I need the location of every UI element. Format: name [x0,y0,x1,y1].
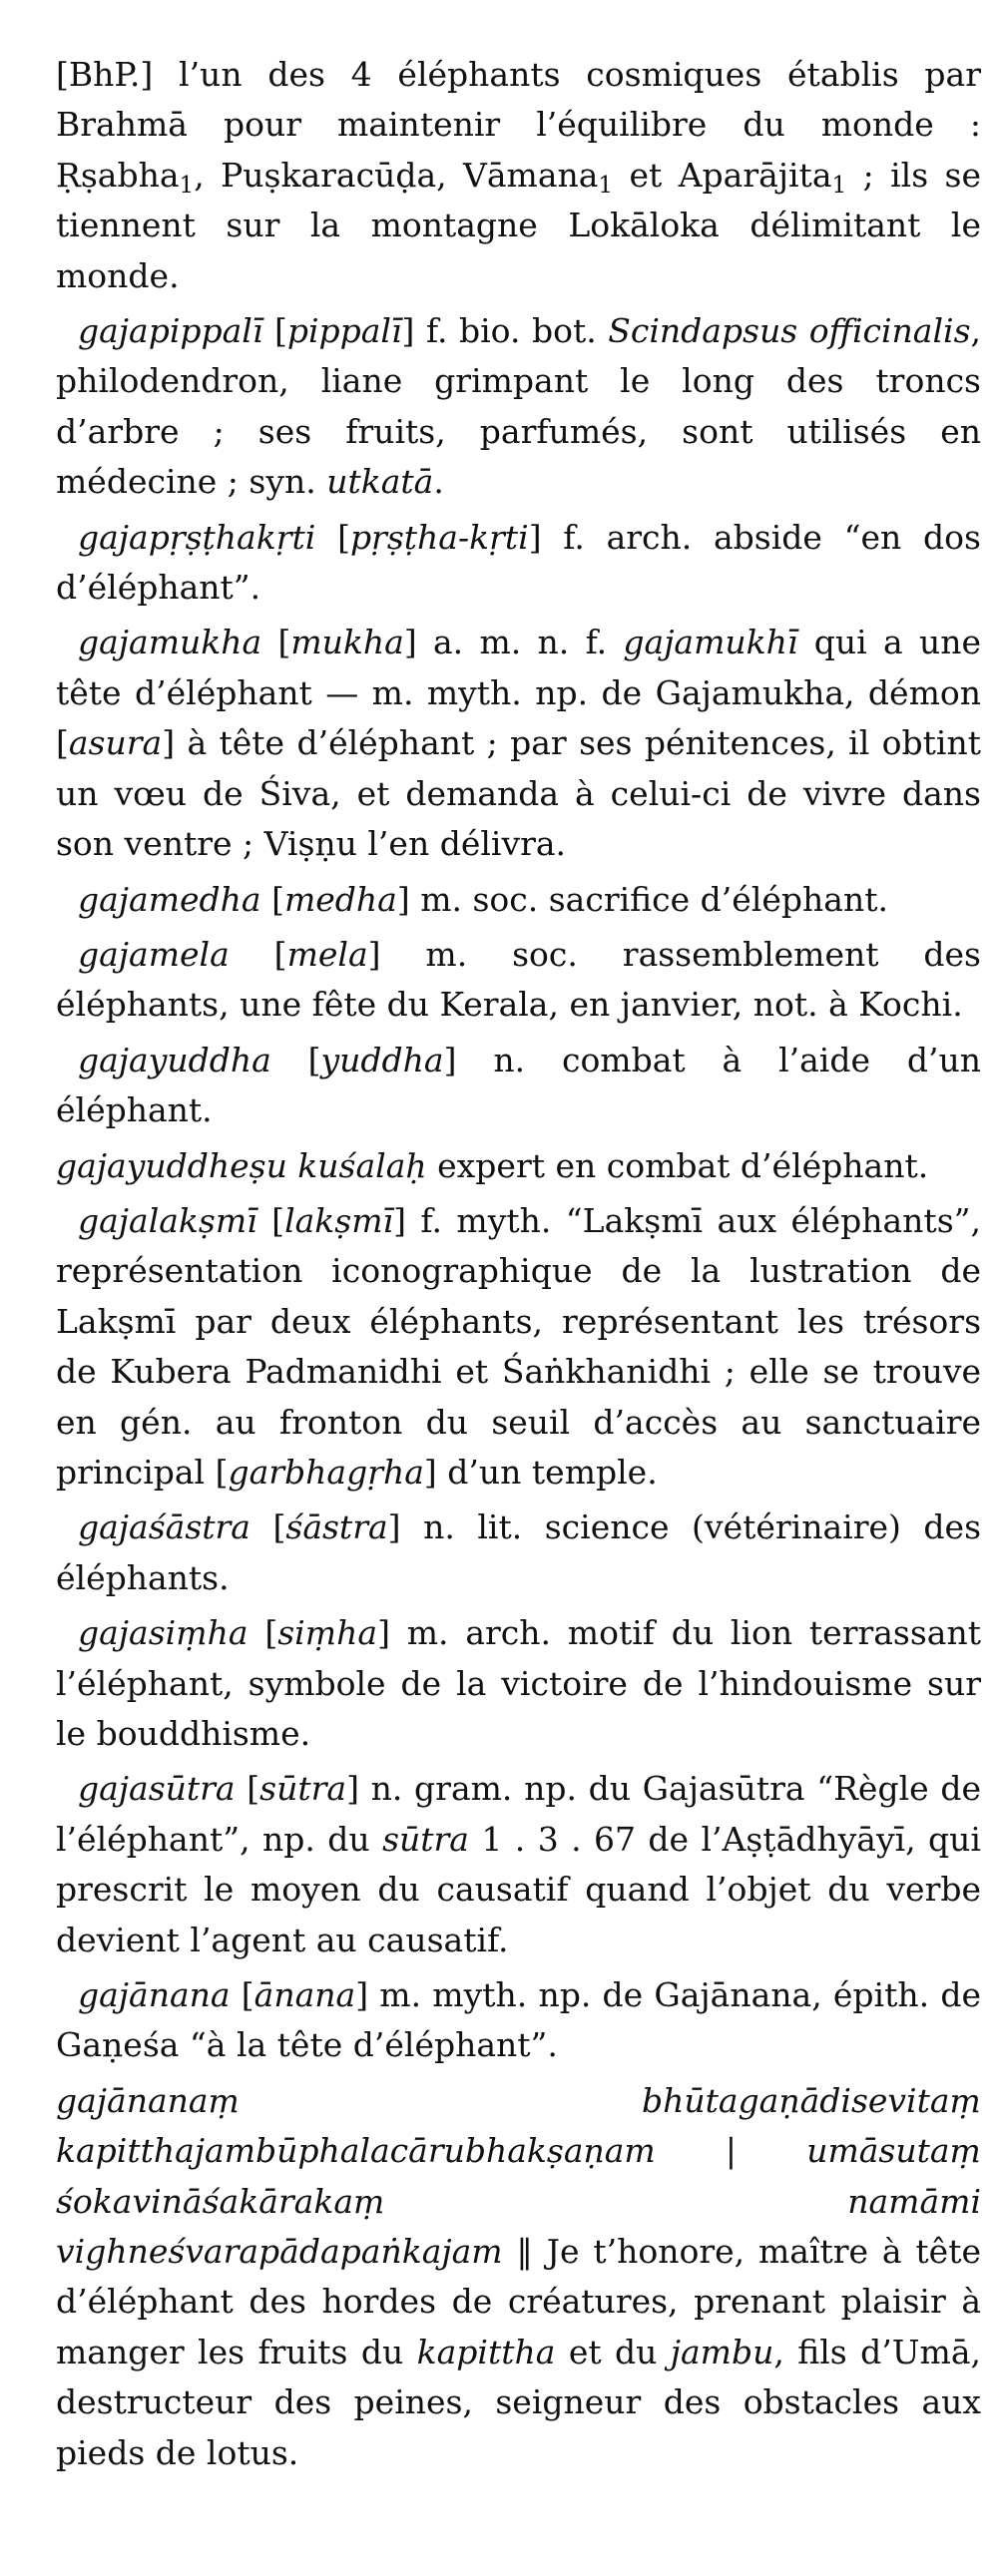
entry-text: [ [250,1507,286,1547]
dictionary-entry [56,1608,981,1759]
entry-text: , Puṣkaracūḍa, Vāmana [194,155,599,195]
italic-term: kapittha [416,2332,556,2371]
italic-term: jambu [670,2332,774,2371]
entry-text: ] f. myth. “Lakṣmī aux éléphants”, représentation iconographique de la lustration de Lakṣmī par deux éléphants, représentant les trésors de Kubera Padmanidhi et Śaṅkhanidhi ; elle se trouve en gén. au fronton du seuil d’accès au sanctuaire principal [ [56,1200,981,1492]
entry-text: , fils d’Umā, destructeur des peines, seigneur des obstacles aux pieds de lotus. [56,2332,981,2472]
entry-text: [ [261,623,291,662]
entry-text: ] f. arch. abside “en dos d’éléphant”. [56,517,981,608]
entry-text: 1 . 3 . 67 de l’Aṣṭādhyāyī, qui prescrit le moyen du causatif quand l’objet du verbe devient l’agent au causatif. [56,1819,981,1959]
dictionary-entry [56,306,981,508]
italic-term: garbhagṛha [228,1452,424,1492]
italic-term: sūtra [259,1769,347,1809]
entry-text: ] m. soc. rassemblement des éléphants, une fête du Kerala, en janvier, not. à Kochi. [56,934,981,1025]
headword: gajapṛṣṭhakṛti [78,517,316,557]
italic-term: asura [68,723,163,763]
entry-text: | [655,2131,807,2171]
dictionary-entry [56,1764,981,1965]
italic-term: yuddha [320,1040,444,1079]
entry-text: [BhP.] l’un des 4 éléphants cosmiques établis par Brahmā pour maintenir l’équilibre du monde : Ṛṣabha [56,55,981,195]
headword: gajānana [78,1975,231,2015]
subscript-index: 1 [179,172,195,199]
entry-text: . [433,462,444,502]
dictionary-entry [56,1196,981,1498]
entry-text: [ [235,1769,260,1809]
entry-text: ] m. myth. np. de Gajānana, épith. de Gaṇeśa “à la tête d’éléphant”. [56,1975,981,2065]
entry-text: ] f. bio. bot. [401,311,609,351]
dictionary-entry [56,1970,981,2071]
dictionary-entry [56,875,981,925]
headword: gajamela [78,934,230,974]
italic-term: mukha [290,623,404,662]
entry-text: ] n. lit. science (vétérinaire) des éléphants. [56,1507,981,1597]
headword: gajasiṃha [78,1613,249,1653]
italic-term: siṃha [277,1613,378,1653]
headword: gajamedha [78,879,261,919]
entry-text: ] a. m. n. f. [403,623,624,662]
italic-term: gajamukhī [623,623,798,662]
entry-text: et du [555,2332,671,2371]
italic-term: sūtra [382,1819,469,1859]
dictionary-entry [56,2076,981,2478]
subscript-index: 1 [598,172,614,199]
headword: gajayuddha [78,1040,271,1079]
italic-term: umāsutaṃ śokavināśakārakaṃ namāmi vighneśvarapādapaṅkajam [56,2131,981,2272]
headword: gajapippalī [78,311,263,351]
entry-text: ] à tête d’éléphant ; par ses pénitences, il obtint un vœu de Śiva, et demanda à celui-ci de vivre dans son ventre ; Viṣṇu l’en délivra. [56,723,981,864]
italic-term: medha [283,879,397,919]
italic-term: Scindapsus officinalis [608,311,971,351]
entry-text: ] m. arch. motif du lion terrassant l’éléphant, symbole de la victoire de l’hindouisme sur le bouddhisme. [56,1613,981,1753]
entry-text: [ [260,879,284,919]
entry-text: ‖ Je t’honore, maître à tête d’éléphant des hordes de créatures, prenant plaisir à manger les fruits du [56,2232,981,2371]
entry-text: [ [262,311,287,351]
entry-text: et Aparājita [613,155,832,195]
entry-text: [ [230,1975,254,2015]
headword: gajānanaṃ bhūtagaṇādisevitaṃ kapitthajambūphalacārubhakṣaṇam [56,2080,981,2171]
dictionary-entry [56,1503,981,1603]
dictionary-entry [56,1141,981,1191]
headword: gajayuddheṣu kuśalaḥ [56,1145,427,1185]
entry-text: [ [315,517,350,557]
italic-term: utkatā [326,462,434,502]
entry-text: qui a une tête d’éléphant — m. myth. np. de Gajamukha, démon [ [56,623,981,763]
italic-term: mela [286,934,368,974]
headword: gajaśāstra [78,1507,250,1547]
italic-term: pṛṣṭha-kṛti [349,517,529,557]
entry-text: ] m. soc. sacrifice d’éléphant. [396,879,888,919]
entry-text: [ [229,934,287,974]
italic-term: pippalī [286,311,402,351]
italic-term: ānana [253,1975,356,2015]
dictionary-entry [56,513,981,614]
entry-text: ] n. combat à l’aide d’un éléphant. [56,1040,981,1130]
dictionary-entry [56,50,981,301]
subscript-index: 1 [831,172,847,199]
italic-term: lakṣmī [284,1200,394,1240]
dictionary-entry [56,618,981,869]
entry-text: [ [256,1200,285,1240]
entry-text: ; ils se tiennent sur la montagne Lokāloka délimitant le monde. [56,155,981,295]
italic-term: śāstra [285,1507,388,1547]
entry-text: [ [248,1613,278,1653]
dictionary-entry [56,1036,981,1136]
entry-text: [ [270,1040,321,1079]
entry-text: ] d’un temple. [423,1452,658,1492]
headword: gajalakṣmī [78,1200,257,1240]
entry-text: expert en combat d’éléphant. [426,1145,929,1185]
entry-text: , philodendron, liane grimpant le long des troncs d’arbre ; ses fruits, parfumés, sont utilisés en médecine ; syn. [56,311,982,502]
headword: gajamukha [78,623,262,662]
headword: gajasūtra [78,1769,236,1809]
entry-text: ] n. gram. np. du Gajasūtra “Règle de l’éléphant”, np. du [56,1769,981,1859]
dictionary-entry [56,930,981,1031]
